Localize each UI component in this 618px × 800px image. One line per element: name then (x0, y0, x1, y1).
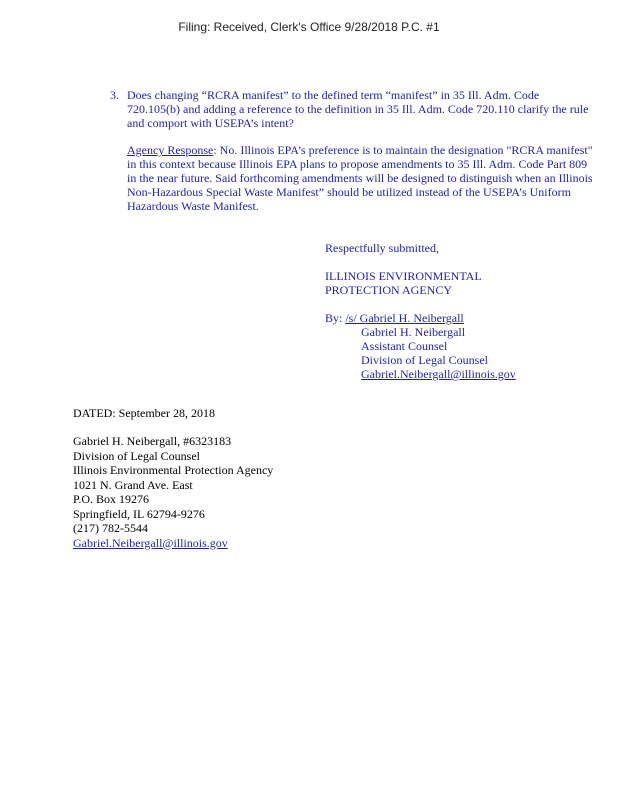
org-name-line1: ILLINOIS ENVIRONMENTAL (325, 269, 482, 283)
org-name-line2: PROTECTION AGENCY (325, 283, 453, 297)
signer-title: Assistant Counsel (361, 339, 448, 353)
address-name: Gabriel H. Neibergall, #6323183 (73, 434, 232, 448)
filing-header: Filing: Received, Clerk's Office 9/28/2018 P.C. #1 (178, 20, 440, 34)
signer-division: Division of Legal Counsel (361, 353, 488, 367)
signed-line (325, 311, 516, 325)
electronic-signature: /s/ Gabriel H. Neibergall (345, 311, 464, 325)
address-po-box: P.O. Box 19276 (73, 492, 150, 506)
signer-name: Gabriel H. Neibergall (361, 325, 466, 339)
address-division: Division of Legal Counsel (73, 448, 200, 463)
question-number: 3. (110, 88, 119, 102)
address-block (73, 434, 273, 550)
address-email-link[interactable]: Gabriel.Neibergall@illinois.gov (73, 535, 228, 550)
agency-response (127, 143, 597, 213)
question-text: Does changing “RCRA manifest” to the defined term “manifest” in 35 Ill. Adm. Code 720.105(b) and adding a reference to the definition in 35 Ill. Adm. Code 720.110 clarify the rule and comport with USEPA’s intent? (127, 88, 589, 130)
agency-response-text: : No. Illinois EPA’s preference is to maintain the designation "RCRA manifest" in this context because Illinois EPA plans to propose amendments to 35 Ill. Adm. Code Part 809 in the near future. Said forthcoming amendments will be designed to distinguish when an Illinois Non-Hazardous Special Waste Manifest” should be utilized instead of the USEPA’s Uniform Hazardous Waste Manifest. (127, 143, 593, 213)
address-city: Springfield, IL 62794-9276 (73, 506, 205, 521)
address-agency: Illinois Environmental Protection Agency (73, 463, 274, 477)
signature-block (325, 241, 516, 381)
question-3 (110, 88, 590, 130)
signer-email-link[interactable]: Gabriel.Neibergall@illinois.gov (361, 367, 516, 381)
by-label: By: (325, 311, 343, 325)
address-phone: (217) 782-5544 (73, 521, 148, 535)
agency-response-label: Agency Response (127, 143, 214, 157)
dated-line: DATED: September 28, 2018 (73, 406, 215, 420)
closing: Respectfully submitted, (325, 241, 439, 255)
address-street: 1021 N. Grand Ave. East (73, 477, 193, 492)
